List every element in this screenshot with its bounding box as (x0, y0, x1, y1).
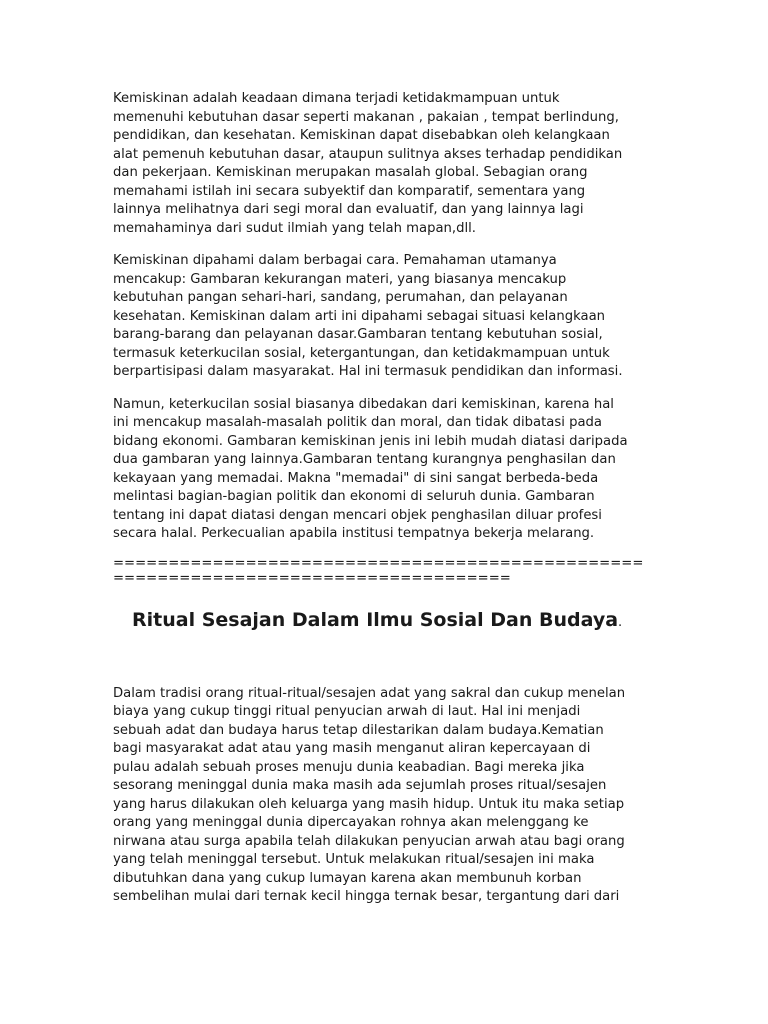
text-line: sebuah adat dan budaya harus tetap dilestarikan dalam budaya.Kematian (113, 722, 604, 738)
text-line: secara halal. Perkecualian apabila institusi tempatnya bekerja melarang. (113, 526, 595, 541)
paragraph-social-exclusion (113, 396, 658, 544)
text-line: kesehatan. Kemiskinan dalam arti ini dipahami sebagai situasi kelangkaan (113, 308, 606, 324)
text-line: mencakup: Gambaran kekurangan materi, yang biasanya mencakup (113, 271, 567, 287)
text-line: melintasi bagian-bagian politik dan ekonomi di seluruh dunia. Gambaran (113, 489, 595, 504)
text-line: sesorang meninggal dunia maka masih ada sejumlah proses ritual/sesajen (113, 778, 607, 793)
text-line: biaya yang cukup tinggi ritual penyucian arwah di laut. Hal ini menjadi (113, 704, 581, 719)
text-line: Namun, keterkucilan sosial biasanya dibedakan dari kemiskinan, karena hal (113, 396, 614, 412)
paragraph-poverty-understanding (113, 252, 658, 382)
text-line: dan pekerjaan. Kemiskinan merupakan masalah global. Sebagian orang (113, 165, 588, 180)
text-line: yang telah meninggal tersebut. Untuk melakukan ritual/sesajen ini maka (113, 852, 595, 867)
text-line: pulau adalah sebuah proses menuju dunia keabadian. Bagi mereka jika (113, 759, 585, 775)
text-line: dua gambaran yang lainnya.Gambaran tentang kurangnya penghasilan dan (113, 452, 616, 467)
heading-trailing-period: . (618, 614, 623, 630)
text-line: kekayaan yang memadai. Makna "memadai" di sini sangat berbeda-beda (113, 470, 599, 486)
text-line: lainnya melihatnya dari segi moral dan evaluatif, dan yang lainnya lagi (113, 202, 584, 217)
section-separator (113, 556, 658, 586)
text-line: orang yang meninggal dunia dipercayakan rohnya akan melenggang ke (113, 815, 589, 830)
separator-line: ================================================ (113, 555, 644, 571)
text-line: bagi masyarakat adat atau yang masih menganut aliran kepercayaan di (113, 741, 591, 756)
text-line: yang harus dilakukan oleh keluarga yang masih hidup. Untuk itu maka setiap (113, 796, 625, 812)
text-line: ini mencakup masalah-masalah politik dan moral, dan tidak dibatasi pada (113, 415, 602, 430)
text-line: memahaminya dari sudut ilmiah yang telah mapan,dll. (113, 220, 476, 236)
text-line: Kemiskinan adalah keadaan dimana terjadi ketidakmampuan untuk (113, 91, 560, 106)
text-line: memenuhi kebutuhan dasar seperti makanan , pakaian , tempat berlindung, (113, 109, 619, 125)
text-line: dibutuhkan dana yang cukup lumayan karena akan membunuh korban (113, 870, 582, 886)
text-line: barang-barang dan pelayanan dasar.Gambaran tentang kebutuhan sosial, (113, 327, 603, 342)
text-line: alat pemenuh kebutuhan dasar, ataupun sulitnya akses terhadap pendidikan (113, 146, 623, 162)
text-line: Dalam tradisi orang ritual-ritual/sesajen adat yang sakral dan cukup menelan (113, 685, 626, 701)
text-line: Kemiskinan dipahami dalam berbagai cara. Pemahaman utamanya (113, 253, 557, 268)
document-page (113, 90, 658, 907)
text-line: berpartisipasi dalam masyarakat. Hal ini termasuk pendidikan dan informasi. (113, 364, 623, 379)
text-line: nirwana atau surga apabila telah dilakukan penyucian arwah atau bagi orang (113, 833, 625, 849)
text-line: memahami istilah ini secara subyektif dan komparatif, sementara yang (113, 183, 586, 199)
text-line: pendidikan, dan kesehatan. Kemiskinan dapat disebabkan oleh kelangkaan (113, 128, 610, 143)
text-line: termasuk keterkucilan sosial, ketergantungan, dan ketidakmampuan untuk (113, 345, 610, 361)
heading-title: Ritual Sesajan Dalam Ilmu Sosial Dan Budaya (132, 608, 619, 631)
section-heading (132, 606, 658, 637)
text-line: tentang ini dapat diatasi dengan mencari objek penghasilan diluar profesi (113, 507, 602, 523)
paragraph-poverty-definition (113, 90, 658, 238)
text-line: bidang ekonomi. Gambaran kemiskinan jenis ini lebih mudah diatasi daripada (113, 433, 628, 449)
text-line: kebutuhan pangan sehari-hari, sandang, perumahan, dan pelayanan (113, 290, 568, 305)
paragraph-ritual-tradition (113, 685, 658, 907)
text-line: sembelihan mulai dari ternak kecil hingga ternak besar, tergantung dari dari (113, 889, 620, 904)
separator-line: ==================================== (113, 570, 511, 586)
